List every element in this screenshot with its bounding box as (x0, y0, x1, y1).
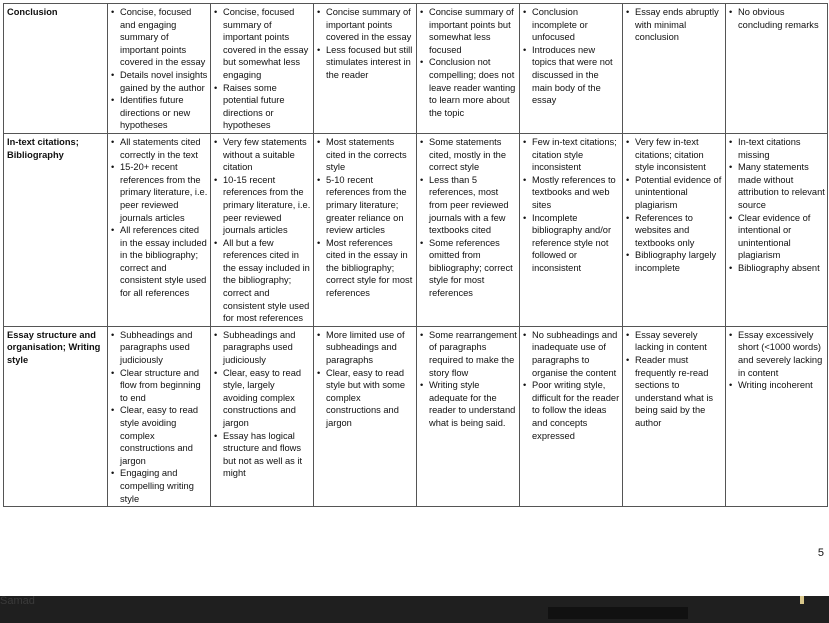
criteria-item: • In-text citations missing (738, 136, 825, 161)
grade-cell (726, 4, 828, 134)
criteria-item: • Bibliography largely incomplete (635, 249, 723, 274)
grade-cell (623, 133, 726, 326)
criteria-item: • Most statements cited in the corrects style (326, 136, 414, 174)
criteria-list (317, 136, 414, 300)
criteria-item: • Some statements cited, mostly in the correct style (429, 136, 517, 174)
criteria-item: • Details novel insights gained by the author (120, 69, 208, 94)
grade-cell (726, 326, 828, 506)
criteria-list (626, 136, 723, 275)
criteria-item: • Engaging and compelling writing style (120, 467, 208, 505)
criteria-list (523, 6, 620, 107)
criteria-item: • Subheadings and paragraphs used judiciously (120, 329, 208, 367)
criterion-label: Essay structure and organisation; Writing style (4, 326, 108, 506)
criteria-item: • Raises some potential future directions or hypotheses (223, 82, 311, 132)
criteria-item: • All but a few references cited in the essay included in the bibliography; correct and consistent style used for most references (223, 237, 311, 325)
criteria-item: • Essay excessively short (<1000 words) and severely lacking in content (738, 329, 825, 379)
criterion-label: In-text citations; Bibliography (4, 133, 108, 326)
grade-cell (314, 133, 417, 326)
grade-cell (314, 4, 417, 134)
criteria-list (523, 136, 620, 275)
criterion-label: Conclusion (4, 4, 108, 134)
criteria-item: • Few in-text citations; citation style inconsistent (532, 136, 620, 174)
criteria-item: • Essay has logical structure and flows but not as well as it might (223, 430, 311, 480)
criteria-item: • More limited use of subheadings and paragraphs (326, 329, 414, 367)
criteria-item: • Poor writing style, difficult for the reader to follow the ideas and concepts expressed (532, 379, 620, 442)
criteria-item: • Many statements made without attribution to relevant source (738, 161, 825, 211)
criteria-item: • Most references cited in the essay in the bibliography; correct style for most references (326, 237, 414, 300)
criteria-list (420, 6, 517, 119)
criteria-item: • 15-20+ recent references from the primary literature, i.e. peer reviewed journals articles (120, 161, 208, 224)
grade-cell (211, 326, 314, 506)
criteria-list (523, 329, 620, 442)
criteria-item: • Writing incoherent (738, 379, 825, 392)
grade-cell (623, 326, 726, 506)
rubric-row (4, 326, 828, 506)
criteria-list (626, 6, 723, 44)
criteria-item: • Some references omitted from bibliography; correct style for most references (429, 237, 517, 300)
criteria-item: • Concise summary of important points covered in the essay (326, 6, 414, 44)
grade-cell (108, 133, 211, 326)
criteria-item: • Clear structure and flow from beginning to end (120, 367, 208, 405)
criteria-list (729, 136, 825, 275)
grade-cell (211, 133, 314, 326)
marking-rubric-table (3, 3, 828, 507)
criteria-item: • Mostly references to textbooks and web sites (532, 174, 620, 212)
criteria-item: • Identifies future directions or new hypotheses (120, 94, 208, 132)
criteria-item: • Potential evidence of unintentional plagiarism (635, 174, 723, 212)
criteria-list (111, 136, 208, 300)
criteria-item: • Clear, easy to read style, largely avoiding complex constructions and jargon (223, 367, 311, 430)
criteria-list (317, 329, 414, 430)
criteria-item: • Essay severely lacking in content (635, 329, 723, 354)
criteria-item: • Some rearrangement of paragraphs required to make the story flow (429, 329, 517, 379)
grade-cell (417, 326, 520, 506)
grade-cell (108, 4, 211, 134)
viewer-bottom-bar (0, 596, 829, 623)
criteria-list (214, 136, 311, 325)
grade-cell (417, 133, 520, 326)
grade-cell (623, 4, 726, 134)
grade-cell (520, 133, 623, 326)
criteria-item: • Very few in-text citations; citation style inconsistent (635, 136, 723, 174)
criteria-item: • 5-10 recent references from the primary literature; greater reliance on review articles (326, 174, 414, 237)
criteria-item: • All statements cited correctly in the text (120, 136, 208, 161)
criteria-item: • 10-15 recent references from the primary literature, i.e. peer reviewed journals articles (223, 174, 311, 237)
criteria-item: • Less focused but still stimulates interest in the reader (326, 44, 414, 82)
grade-cell (726, 133, 828, 326)
criteria-item: • All references cited in the essay included in the bibliography; correct and consistent style used for all references (120, 224, 208, 300)
grade-cell (108, 326, 211, 506)
criteria-item: • Less than 5 references, most from peer reviewed journals with a few textbooks cited (429, 174, 517, 237)
grade-cell (520, 326, 623, 506)
page-number: 5 (817, 547, 824, 559)
criteria-item: • Conclusion not compelling; does not leave reader wanting to learn more about the topic (429, 56, 517, 119)
criteria-item: • References to websites and textbooks only (635, 212, 723, 250)
criteria-list (111, 6, 208, 132)
criteria-item: • Concise summary of important points but somewhat less focused (429, 6, 517, 56)
criteria-item: • Conclusion incomplete or unfocused (532, 6, 620, 44)
criteria-item: • Very few statements without a suitable citation (223, 136, 311, 174)
criteria-item: • Incomplete bibliography and/or reference style not followed or inconsistent (532, 212, 620, 275)
grade-cell (314, 326, 417, 506)
grade-cell (417, 4, 520, 134)
grade-cell (520, 4, 623, 134)
criteria-list (420, 136, 517, 300)
criteria-item: • No subheadings and inadequate use of paragraphs to organise the content (532, 329, 620, 379)
criteria-list (420, 329, 517, 430)
criteria-list (317, 6, 414, 82)
criteria-item: • Concise, focused and engaging summary of important points covered in the essay (120, 6, 208, 69)
rubric-row (4, 133, 828, 326)
criteria-list (729, 329, 825, 392)
criteria-item: • Clear, easy to read style but with some complex constructions and jargon (326, 367, 414, 430)
criteria-item: • Writing style adequate for the reader to understand what is being said. (429, 379, 517, 429)
rubric-row (4, 4, 828, 134)
grade-cell (211, 4, 314, 134)
criteria-list (729, 6, 825, 31)
criteria-list (111, 329, 208, 505)
bottom-bar-accent (800, 596, 804, 604)
bottom-bar-text: Samad (0, 595, 35, 607)
bottom-bar-control[interactable] (548, 607, 688, 619)
criteria-item: • Subheadings and paragraphs used judiciously (223, 329, 311, 367)
criteria-item: • Introduces new topics that were not discussed in the main body of the essay (532, 44, 620, 107)
criteria-item: • Essay ends abruptly with minimal conclusion (635, 6, 723, 44)
criteria-list (214, 6, 311, 132)
criteria-list (214, 329, 311, 480)
criteria-list (626, 329, 723, 430)
criteria-item: • Concise, focused summary of important points covered in the essay but somewhat less engaging (223, 6, 311, 82)
criteria-item: • No obvious concluding remarks (738, 6, 825, 31)
criteria-item: • Clear, easy to read style avoiding complex constructions and jargon (120, 404, 208, 467)
criteria-item: • Reader must frequently re-read sections to understand what is being said by the author (635, 354, 723, 430)
criteria-item: • Clear evidence of intentional or unintentional plagiarism (738, 212, 825, 262)
criteria-item: • Bibliography absent (738, 262, 825, 275)
